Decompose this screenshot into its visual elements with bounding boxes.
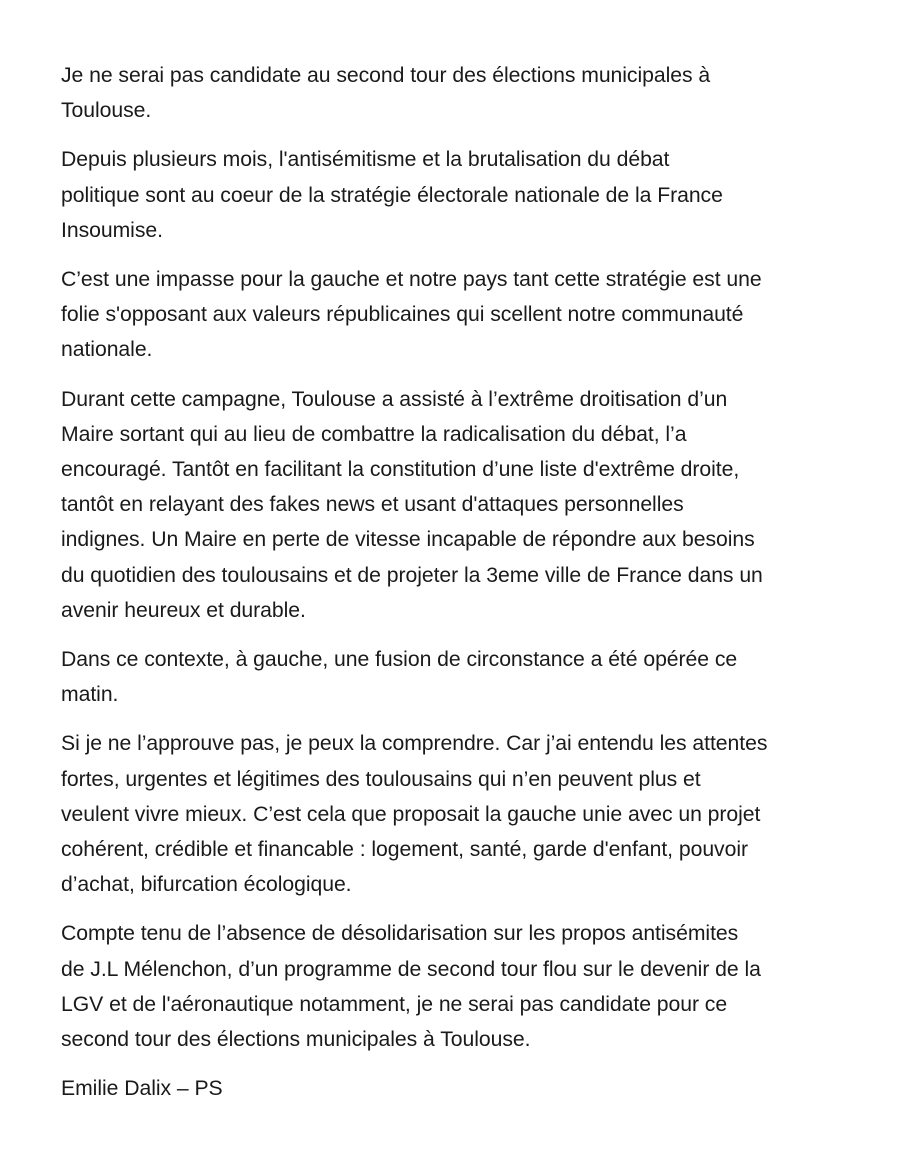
paragraph-line: du quotidien des toulousains et de projeter la 3eme ville de France dans un xyxy=(61,563,763,587)
paragraph-line: nationale. xyxy=(61,338,153,362)
paragraph-1 xyxy=(61,58,872,128)
paragraph-line: Dans ce contexte, à gauche, une fusion de circonstance a été opérée ce xyxy=(61,648,738,672)
paragraph-line: d’achat, bifurcation écologique. xyxy=(61,873,352,897)
paragraph-line: folie s'opposant aux valeurs républicaines qui scellent notre communauté xyxy=(61,303,744,327)
paragraph-line: encouragé. Tantôt en facilitant la constitution d’une liste d'extrême droite, xyxy=(61,458,740,482)
paragraph-line: Durant cette campagne, Toulouse a assisté à l’extrême droitisation d’un xyxy=(61,387,728,411)
paragraph-line: Insoumise. xyxy=(61,218,163,242)
paragraph-line: C’est une impasse pour la gauche et notre pays tant cette stratégie est une xyxy=(61,268,762,292)
paragraph-line: politique sont au coeur de la stratégie électorale nationale de la France xyxy=(61,183,723,207)
paragraph-4 xyxy=(61,382,872,628)
paragraph-3 xyxy=(61,262,872,368)
paragraph-line: de J.L Mélenchon, d’un programme de second tour flou sur le devenir de la xyxy=(61,957,761,981)
paragraph-line: Je ne serai pas candidate au second tour des élections municipales à xyxy=(61,64,711,87)
paragraph-line: indignes. Un Maire en perte de vitesse incapable de répondre aux besoins xyxy=(61,528,755,552)
paragraph-line: tantôt en relayant des fakes news et usant d'attaques personnelles xyxy=(61,493,684,517)
paragraph-line: veulent vivre mieux. C’est cela que proposait la gauche unie avec un projet xyxy=(61,802,761,826)
paragraph-7 xyxy=(61,916,872,1057)
paragraph-line: Toulouse. xyxy=(61,99,152,123)
paragraph-line: matin. xyxy=(61,683,119,707)
paragraph-5 xyxy=(61,642,872,712)
paragraph-2 xyxy=(61,142,872,248)
paragraph-line: Compte tenu de l’absence de désolidarisation sur les propos antisémites xyxy=(61,922,739,946)
paragraph-line: fortes, urgentes et légitimes des toulousains qui n’en peuvent plus et xyxy=(61,767,701,791)
paragraph-line: LGV et de l'aéronautique notamment, je ne serai pas candidate pour ce xyxy=(61,992,728,1016)
paragraph-line: second tour des élections municipales à Toulouse. xyxy=(61,1028,531,1052)
paragraph-line: cohérent, crédible et financable : logement, santé, garde d'enfant, pouvoir xyxy=(61,838,748,862)
paragraph-line: Si je ne l’approuve pas, je peux la comprendre. Car j’ai entendu les attentes xyxy=(61,732,768,756)
signature-text: Emilie Dalix – PS xyxy=(61,1077,223,1101)
paragraph-line: avenir heureux et durable. xyxy=(61,598,306,622)
paragraph-6 xyxy=(61,726,872,902)
paragraph-line: Depuis plusieurs mois, l'antisémitisme et la brutalisation du débat xyxy=(61,148,670,172)
paragraph-line: Maire sortant qui au lieu de combattre la radicalisation du débat, l’a xyxy=(61,422,687,446)
signature xyxy=(61,1071,872,1106)
